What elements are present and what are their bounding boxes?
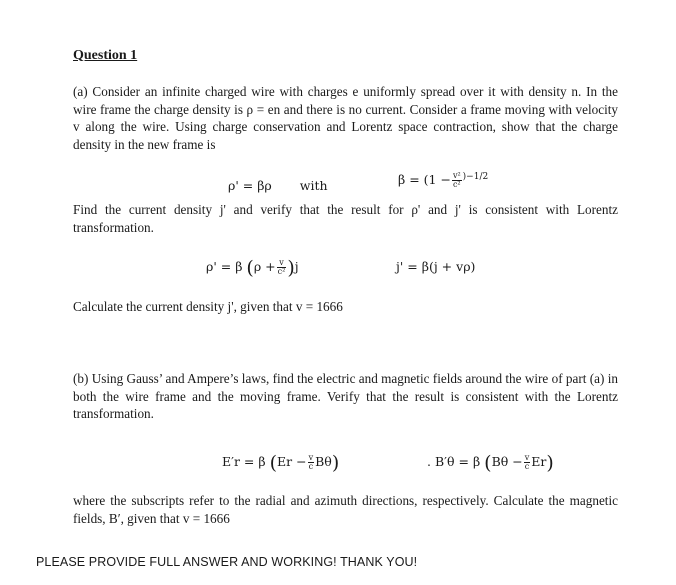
density-equation: [228, 178, 328, 193]
b-lhs: B′θ = β: [434, 454, 481, 469]
e-denominator: c: [308, 462, 314, 471]
b-inner: Bθ −: [491, 454, 523, 469]
rho-prime-equation: ρ' = β (ρ + $\frac{v}{\text{c²}}$ )j: [206, 257, 299, 279]
beta-exponent: )−1/2: [462, 172, 489, 182]
rho-fraction: [277, 259, 287, 276]
rho-prefix: ρ' = β: [206, 259, 243, 274]
e-field-term: Bθ: [315, 454, 332, 469]
b-numerator: v: [524, 453, 530, 462]
b-denominator: c: [524, 462, 530, 471]
density-lhs: ρ' = βρ: [228, 178, 272, 193]
part-a-calculate: Calculate the current density j', given that v = 1666: [73, 299, 343, 314]
e-numerator: v: [308, 453, 314, 462]
part-b-calculate: where the subscripts refer to the radial and azimuth directions, respectively. Calculate the magnetic fields, B′, given that v = 1666: [73, 493, 618, 526]
question-heading: Question 1: [73, 48, 138, 63]
b-field-term: Er: [531, 454, 547, 469]
rho-inner: ρ +: [253, 259, 276, 274]
beta-numerator: v²: [452, 171, 461, 180]
rho-denominator: c²: [277, 267, 286, 276]
b-field-equation: . B′θ = β (Bθ − $\frac{v}{c}$ Er): [427, 452, 554, 474]
beta-lhs: β = (1 −: [398, 172, 451, 187]
beta-fraction: [452, 172, 462, 189]
e-lhs: E′r = β: [222, 454, 266, 469]
rho-numerator: v: [277, 259, 287, 268]
request-footer: PLEASE PROVIDE FULL ANSWER AND WORKING! THANK YOU!: [36, 555, 418, 569]
e-fraction: [308, 454, 315, 471]
b-fraction: [524, 454, 531, 471]
beta-equation: [398, 172, 488, 189]
rho-suffix: j: [294, 259, 299, 274]
equation-separator: .: [427, 454, 431, 469]
e-field-equation: E′r = β (Er − $\frac{v}{c}$ Bθ): [222, 452, 340, 474]
e-inner: Er −: [277, 454, 307, 469]
part-b-intro: (b) Using Gauss’ and Ampere’s laws, find the electric and magnetic fields around the wire of part (a) in both the wire frame and the moving frame. Verify that the result is consistent with the Lorentz transformation.: [73, 371, 618, 421]
beta-denominator: c²: [452, 180, 461, 189]
j-prime-equation: j' = β(j + vρ): [396, 259, 476, 274]
part-a-find-current: Find the current density j' and verify that the result for ρ' and j' is consistent with Lorentz transformation.: [73, 202, 618, 235]
with-label: with: [299, 178, 328, 193]
part-a-intro: (a) Consider an infinite charged wire with charges e uniformly spread over it with density n. In the wire frame the charge density is ρ = en and there is no current. Consider a frame moving with velocity v along the wire. Using charge conservation and Lorentz space contraction, show that the charge density in the new frame is: [73, 84, 618, 152]
